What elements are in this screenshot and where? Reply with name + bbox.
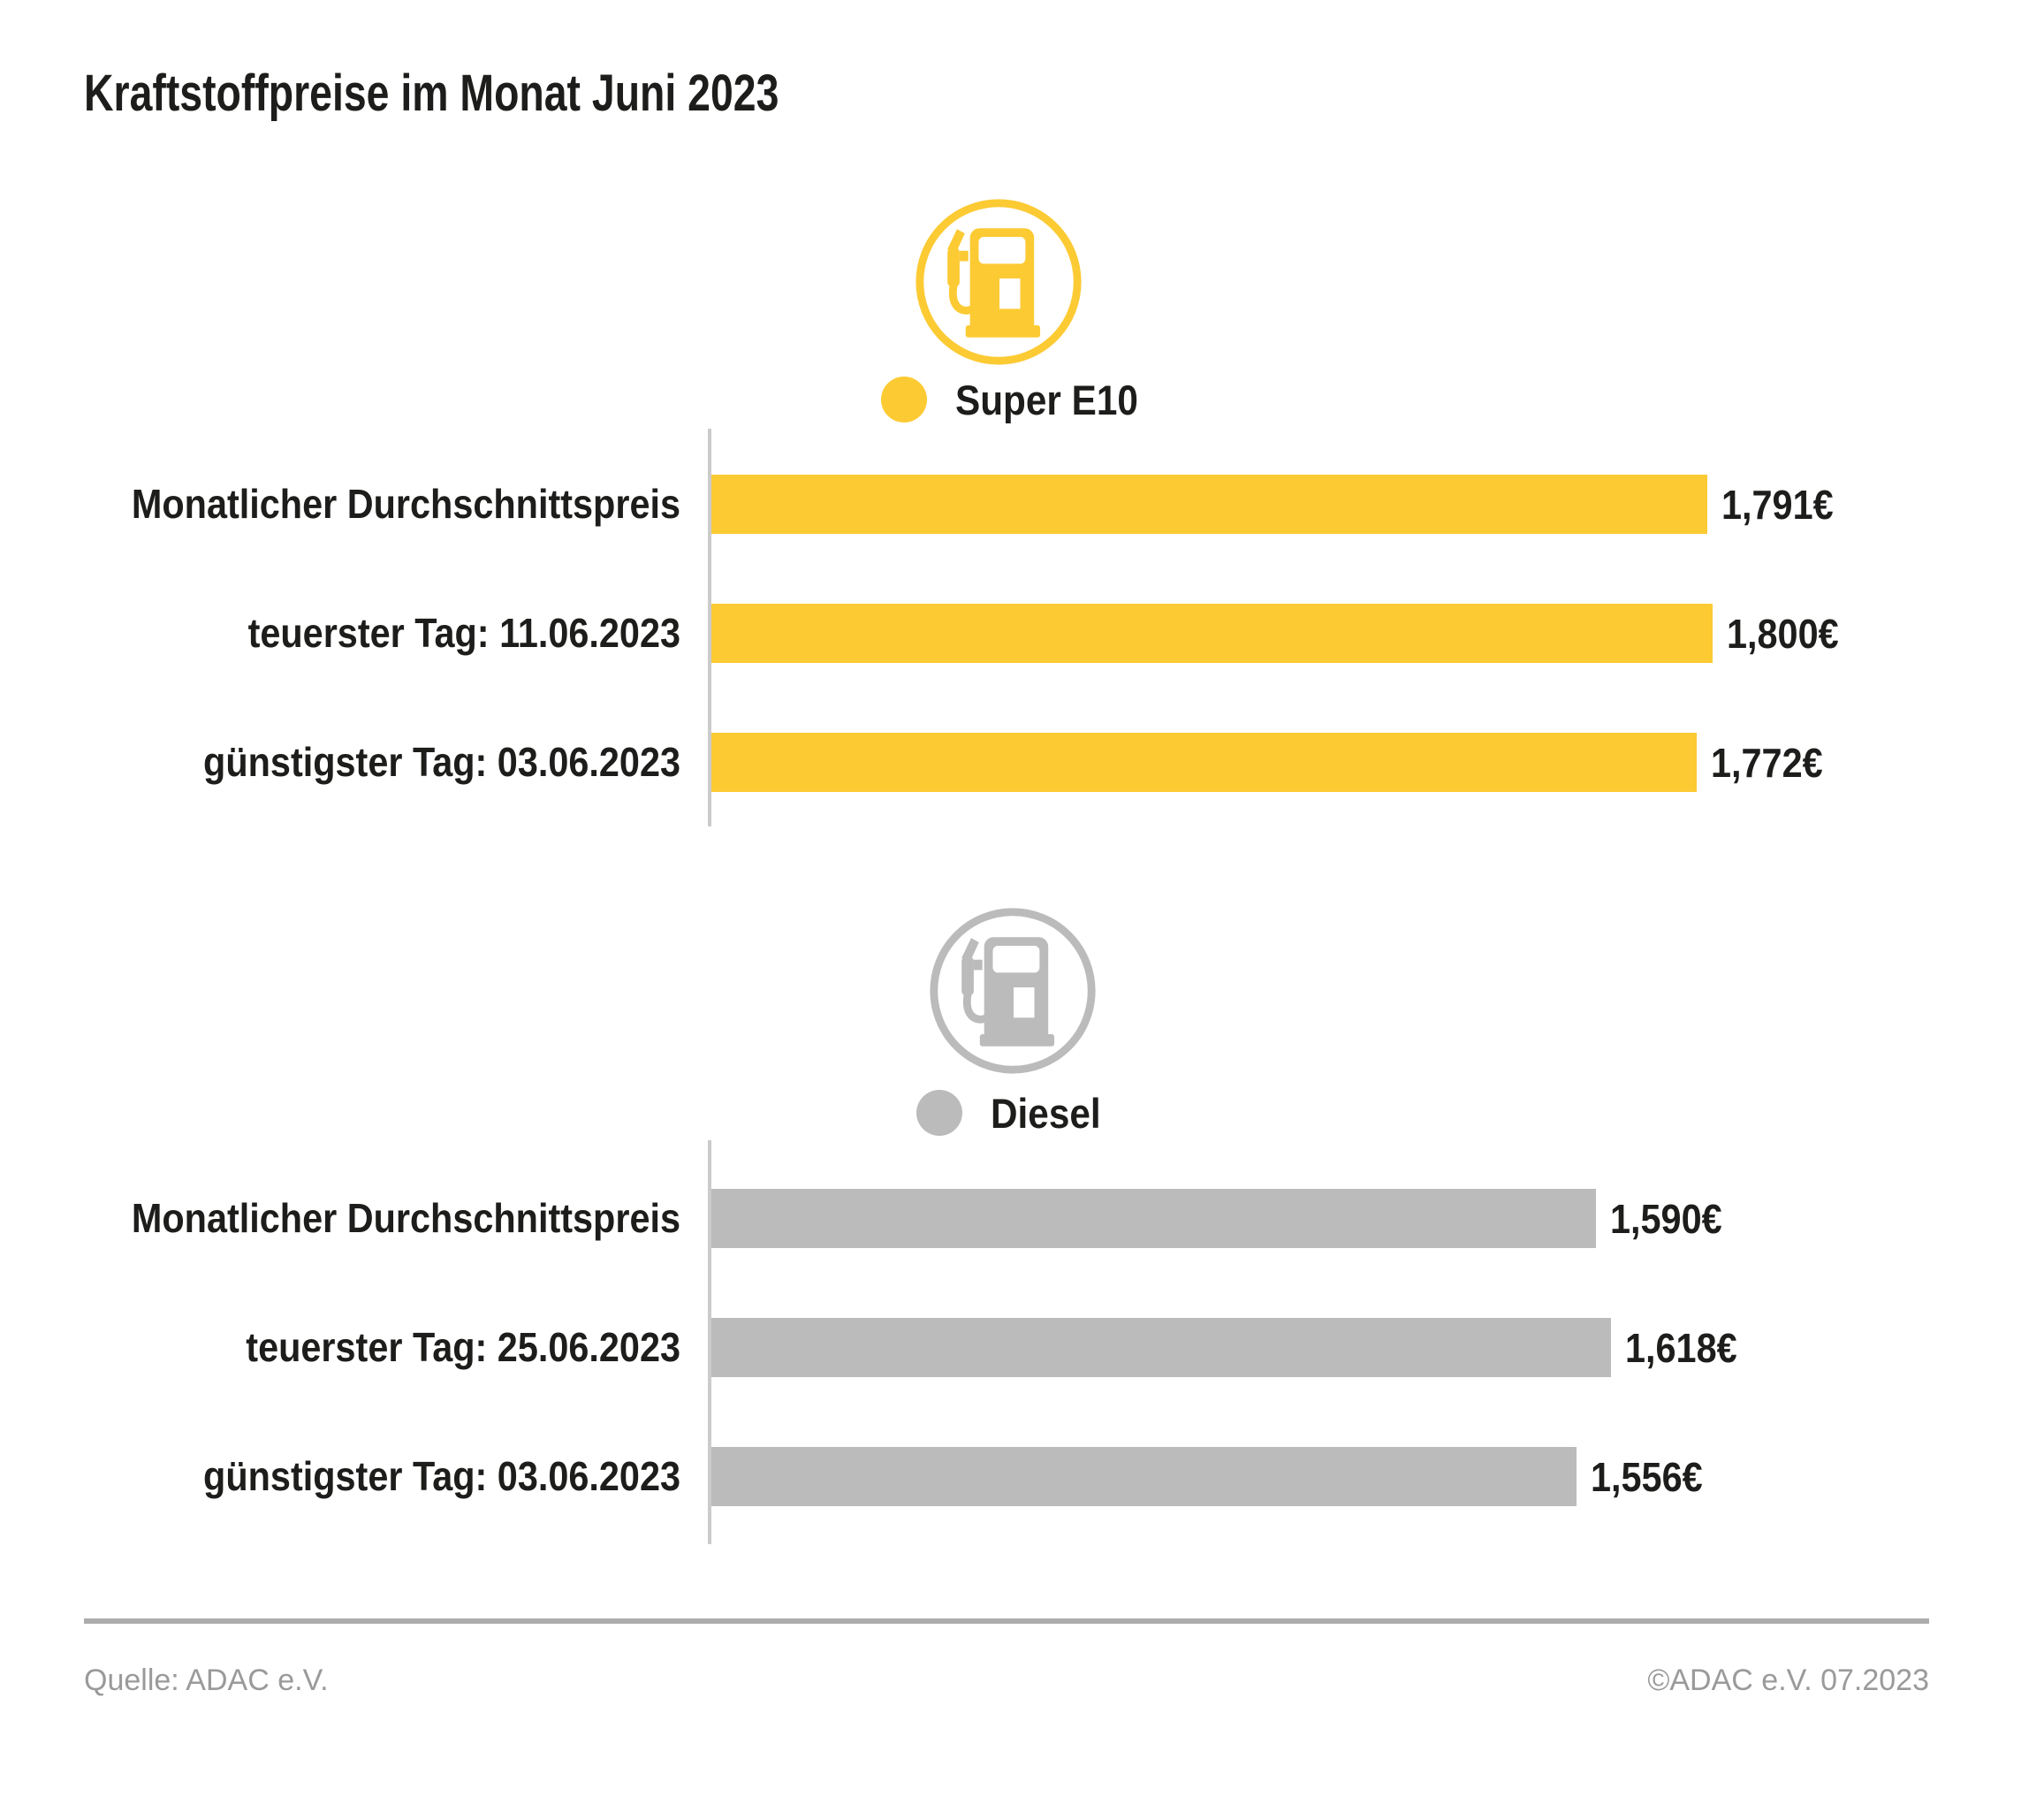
bar-label-super-avg: Monatlicher Durchschnittspreis (131, 481, 681, 527)
bar-row (711, 1447, 1715, 1506)
bar-label-super-min: günstigster Tag: 03.06.2023 (203, 739, 680, 785)
bar-diesel-avg (711, 1189, 1596, 1248)
bar-value: 1,590€ (1610, 1195, 1722, 1242)
legend-dot-icon (916, 1090, 962, 1136)
copyright-note: ©ADAC e.V. 07.2023 (1647, 1664, 1929, 1697)
legend-dot-icon (881, 377, 927, 423)
bar-label-diesel-avg: Monatlicher Durchschnittspreis (131, 1195, 681, 1241)
bar-row (711, 475, 1846, 534)
bar-label-super-max: teuerster Tag: 11.06.2023 (247, 610, 680, 656)
page-title: Kraftstoffpreise im Monat Juni 2023 (84, 65, 779, 122)
fuel-pump-icon (912, 195, 1085, 369)
bar-value: 1,556€ (1591, 1453, 1703, 1500)
bar-row (711, 733, 1835, 792)
bar-row (711, 604, 1851, 663)
bar-diesel-min (711, 1447, 1577, 1506)
legend-label: Diesel (991, 1089, 1101, 1137)
bar-super-max (711, 604, 1713, 663)
bar-value: 1,791€ (1721, 481, 1834, 528)
bar-value: 1,618€ (1625, 1324, 1737, 1371)
bar-row (711, 1189, 1735, 1248)
legend-label: Super E10 (955, 376, 1138, 423)
legend-diesel (916, 1090, 1113, 1136)
bar-label-diesel-min: günstigster Tag: 03.06.2023 (203, 1453, 680, 1499)
bar-value: 1,800€ (1727, 610, 1839, 657)
source-note: Quelle: ADAC e.V. (84, 1664, 329, 1697)
bar-label-diesel-max: teuerster Tag: 25.06.2023 (246, 1324, 680, 1370)
bar-diesel-max (711, 1318, 1611, 1377)
footer-divider (84, 1618, 1929, 1624)
legend-super-e10 (881, 377, 1159, 423)
bar-row (711, 1318, 1750, 1377)
bar-value: 1,772€ (1711, 739, 1823, 786)
bar-super-min (711, 733, 1697, 792)
fuel-pump-icon (926, 904, 1099, 1077)
bar-super-avg (711, 475, 1707, 534)
